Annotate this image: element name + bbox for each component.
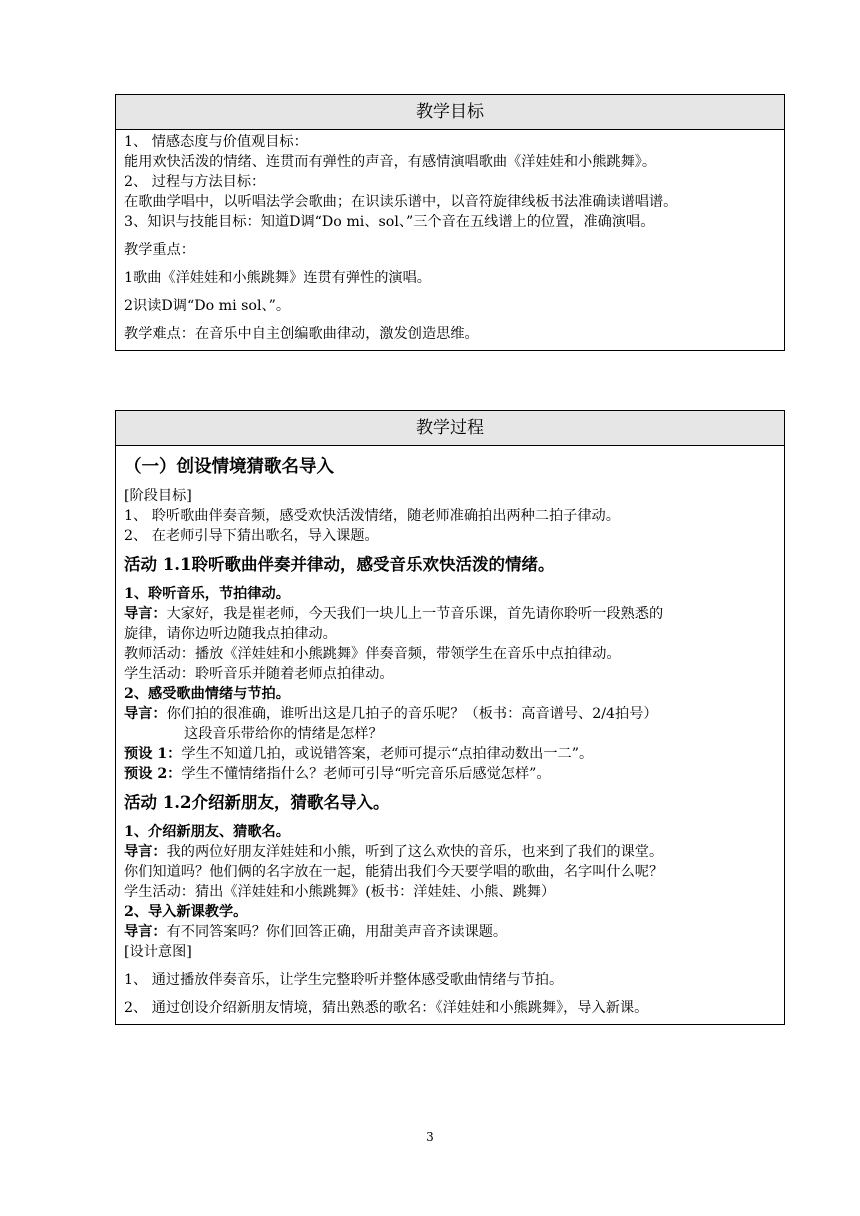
guide-label: 导言：	[124, 706, 167, 722]
guide-text-continued: 旋律，请你边听边随我点拍律动。	[124, 626, 337, 642]
stage-goal-label: [阶段目标]	[124, 488, 192, 504]
guide-label: 导言：	[124, 924, 167, 940]
teaching-goals-header: 教学目标	[116, 95, 784, 130]
teacher-activity: 教师活动：播放《洋娃娃和小熊跳舞》伴奏音频，带领学生在音乐中点拍律动。	[124, 646, 621, 662]
key-point-item: 2识读D调“Do mi sol、”。	[124, 298, 291, 314]
page-number: 3	[426, 1130, 434, 1144]
guide-text: 大家好，我是崔老师，今天我们一块儿上一节音乐课，首先请你聆听一段熟悉的	[166, 606, 664, 622]
stage-goal-item: 2、 在老师引导下猜出歌名，导入课题。	[124, 528, 379, 544]
goal-line: 能用欢快活泼的情绪、连贯而有弹性的声音，有感情演唱歌曲《洋娃娃和小熊跳舞》。	[124, 154, 657, 170]
guide-text: 我的两位好朋友洋娃娃和小熊，听到了这么欢快的音乐，也来到了我们的课堂。	[166, 844, 664, 860]
activity-subheading: 1、聆听音乐，节拍律动。	[124, 586, 290, 602]
guide-text: 有不同答案吗？你们回答正确，用甜美声音齐读课题。	[166, 924, 508, 940]
preset-text: 学生不知道几拍，或说错答案，老师可提示“点拍律动数出一二”。	[181, 746, 594, 762]
design-intent-item: 1、 通过播放伴奏音乐，让学生完整聆听并整体感受歌曲情绪与节拍。	[124, 972, 564, 988]
design-intent-item: 2、 通过创设介绍新朋友情境，猜出熟悉的歌名：《洋娃娃和小熊跳舞》，导入新课。	[124, 1000, 649, 1016]
guide-label: 导言：	[124, 606, 167, 622]
activity-subheading: 2、导入新课教学。	[124, 904, 248, 920]
goal-line: 3、知识与技能目标：知道D调“Do mi、sol、”三个音在五线谱上的位置，准确演唱。	[124, 214, 655, 230]
teaching-process-body	[116, 446, 784, 1024]
preset-line	[124, 764, 778, 784]
key-points-label: 教学重点：	[124, 242, 195, 258]
preset-text: 学生不懂情绪指什么？老师可引导“听完音乐后感觉怎样”。	[181, 766, 551, 782]
preset-label: 预设 2：	[124, 766, 182, 782]
guide-text-continued: 这段音乐带给你的情绪是怎样？	[184, 726, 383, 742]
guide-paragraph	[124, 704, 778, 724]
student-activity: 学生活动：猜出《洋娃娃和小熊跳舞》(板书：洋娃娃、小熊、跳舞）	[124, 884, 556, 900]
preset-label: 预设 1：	[124, 746, 182, 762]
key-point-item: 1歌曲《洋娃娃和小熊跳舞》连贯有弹性的演唱。	[124, 270, 431, 286]
guide-text-continued: 你们知道吗？他们俩的名字放在一起，能猜出我们今天要学唱的歌曲，名字叫什么呢？	[124, 864, 664, 880]
activity-subheading: 2、感受歌曲情绪与节拍。	[124, 686, 290, 702]
activity-title: 活动 1.2介绍新朋友，猜歌名导入。	[124, 793, 390, 812]
teaching-goals-body	[116, 130, 784, 350]
goal-line: 在歌曲学唱中，以听唱法学会歌曲；在识读乐谱中，以音符旋律线板书法准确读谱唱谱。	[124, 194, 678, 210]
stage-goal-item: 1、 聆听歌曲伴奏音频，感受欢快活泼情绪，随老师准确拍出两种二拍子律动。	[124, 508, 620, 524]
goal-line: 1、 情感态度与价值观目标：	[124, 134, 308, 150]
design-intent-label: [设计意图]	[124, 944, 192, 960]
student-activity: 学生活动：聆听音乐并随着老师点拍律动。	[124, 666, 394, 682]
section-title: （一）创设情境猜歌名导入	[124, 457, 334, 477]
teaching-process-header: 教学过程	[116, 411, 784, 446]
guide-paragraph	[124, 842, 778, 862]
guide-text: 你们拍的很准确，谁听出这是几拍子的音乐呢？（板书：高音谱号、2/4拍号）	[166, 706, 658, 722]
preset-line	[124, 744, 778, 764]
difficulty-line: 教学难点：在音乐中自主创编歌曲律动，激发创造思维。	[124, 326, 479, 342]
teaching-goals-table	[115, 94, 785, 351]
guide-paragraph	[124, 922, 778, 942]
goal-line: 2、 过程与方法目标：	[124, 174, 266, 190]
guide-paragraph	[124, 604, 778, 624]
activity-subheading: 1、介绍新朋友、猜歌名。	[124, 824, 290, 840]
activity-title: 活动 1.1聆听歌曲伴奏并律动，感受音乐欢快活泼的情绪。	[124, 555, 555, 574]
teaching-process-table	[115, 410, 785, 1025]
guide-label: 导言：	[124, 844, 167, 860]
